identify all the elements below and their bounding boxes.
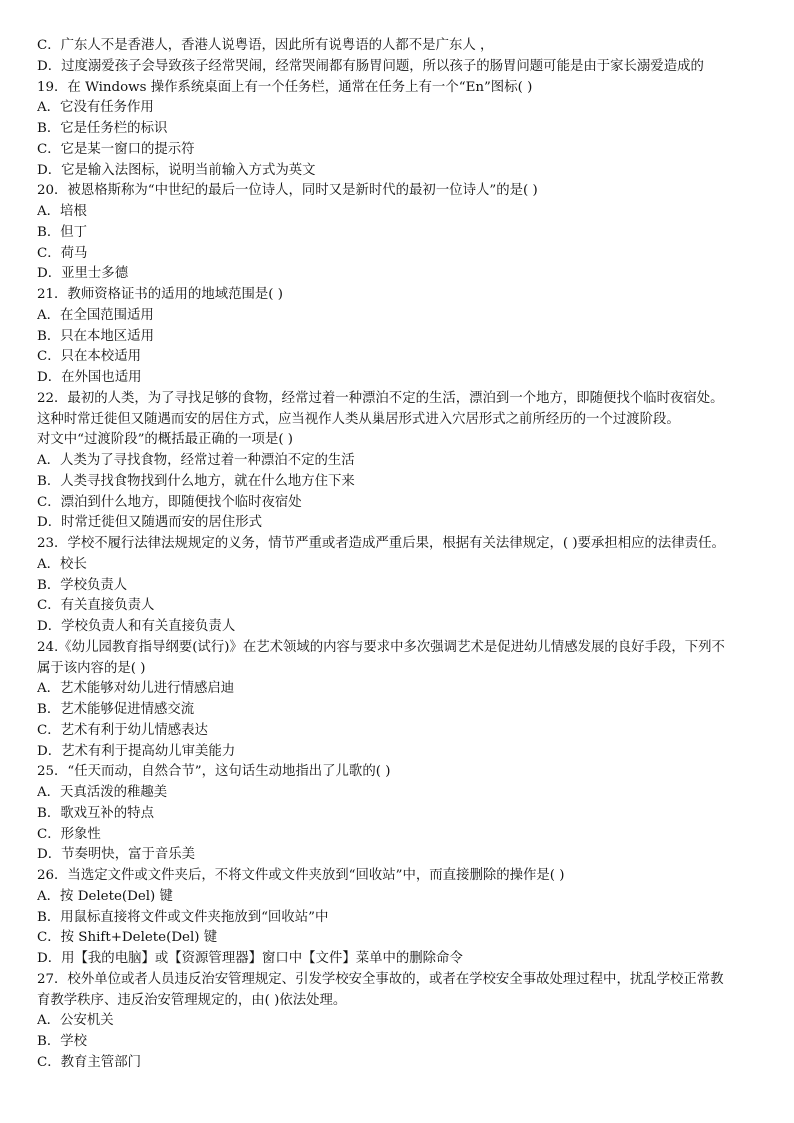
text-line: D．过度溺爱孩子会导致孩子经常哭闹，经常哭闹都有肠胃问题，所以孩子的肠胃问题可能是由于家长溺爱造成的	[37, 58, 704, 74]
option-line: B．用鼠标直接将文件或文件夹拖放到“回收站”中	[37, 909, 329, 925]
option-line: A．它没有任务作用	[37, 100, 154, 116]
option-line: A．培根	[37, 204, 87, 219]
question-26: 26．当选定文件或文件夹后，不将文件或文件夹放到“回收站”中，而直接删除的操作是( )	[37, 868, 565, 883]
option-line: C．漂泊到什么地方，即随便找个临时夜宿处	[37, 494, 302, 510]
option-line: A．艺术能够对幼儿进行情感启迪	[37, 681, 235, 697]
option-line: D．学校负责人和有关直接负责人	[37, 619, 236, 634]
option-line: B．学校	[37, 1034, 88, 1049]
option-line: B．但丁	[37, 224, 88, 240]
option-line: D．它是输入法图标，说明当前输入方式为英文	[37, 162, 316, 178]
option-line: B．只在本地区适用	[37, 328, 154, 344]
option-line: B．人类寻找食物找到什么地方，就在什么地方住下来	[37, 473, 355, 489]
text-line: C．广东人不是香港人，香港人说粤语，因此所有说粤语的人都不是广东人 ，	[37, 38, 494, 53]
option-line: C．它是某一窗口的提示符	[37, 141, 195, 157]
option-line: D．节奏明快，富于音乐美	[37, 847, 196, 863]
option-line: C．荷马	[37, 245, 88, 261]
option-line: B．学校负责人	[37, 577, 128, 593]
question-25: 25．“任天而动，自然合节”，这句话生动地指出了儿歌的( )	[37, 764, 391, 780]
question-24: 24.《幼儿园教育指导纲要(试行)》在艺术领域的内容与要求中多次强调艺术是促进幼儿情感发展的良好手段，下列不	[37, 639, 725, 655]
option-line: B．它是任务栏的标识	[37, 121, 168, 136]
option-line: D．用【我的电脑】或【资源管理器】窗口中【文件】菜单中的删除命令	[37, 951, 463, 966]
option-line: B．歌戏互补的特点	[37, 805, 154, 821]
question-19: 19．在 Windows 操作系统桌面上有一个任务栏，通常在任务上有一个“En”图标( )	[37, 79, 533, 95]
option-line: D．在外国也适用	[37, 370, 142, 385]
question-27: 27．校外单位或者人员违反治安管理规定、引发学校安全事故的，或者在学校安全事故处理过程中，扰乱学校正常教	[37, 971, 724, 987]
option-line: B．艺术能够促进情感交流	[37, 702, 195, 717]
option-line: C．按 Shift+Delete(Del) 键	[37, 930, 218, 946]
question-20: 20．被恩格斯称为“中世纪的最后一位诗人，同时又是新时代的最初一位诗人”的是( )	[37, 183, 538, 199]
option-line: A．人类为了寻找食物，经常过着一种漂泊不定的生活	[37, 453, 355, 468]
question-21: 21．教师资格证书的适用的地域范围是( )	[37, 287, 283, 302]
text-line: 这种时常迁徙但又随遇而安的居住方式，应当视作人类从巢居形式进入穴居形式之前所经历的一个过渡阶段。	[37, 411, 680, 427]
option-line: D．亚里士多德	[37, 266, 129, 282]
question-22: 22．最初的人类，为了寻找足够的食物，经常过着一种漂泊不定的生活，漂泊到一个地方，即随便找个临时夜宿处。	[37, 390, 724, 406]
option-line: A．按 Delete(Del) 键	[37, 888, 173, 904]
text-line: 育教学秩序、违反治安管理规定的，由( )依法处理。	[37, 992, 347, 1008]
option-line: A．在全国范围适用	[37, 307, 154, 323]
option-line: A．天真活泼的稚趣美	[37, 785, 168, 800]
option-line: C．形象性	[37, 826, 101, 842]
option-line: A．校长	[37, 556, 87, 572]
text-line: 对文中“过渡阶段”的概括最正确的一项是( )	[37, 432, 294, 448]
option-line: D．时常迁徙但又随遇而安的居住形式	[37, 515, 262, 531]
option-line: C．艺术有利于幼儿情感表达	[37, 722, 208, 738]
question-23: 23．学校不履行法律法规规定的义务，情节严重或者造成严重后果，根据有关法律规定，( )要承担相应的法律责任。	[37, 536, 725, 551]
option-line: A．公安机关	[37, 1013, 114, 1029]
text-line: 属于该内容的是( )	[37, 660, 146, 676]
option-line: C．只在本校适用	[37, 349, 141, 365]
option-line: D．艺术有利于提高幼儿审美能力	[37, 743, 236, 759]
option-line: C．教育主管部门	[37, 1054, 141, 1070]
option-line: C．有关直接负责人	[37, 598, 155, 614]
